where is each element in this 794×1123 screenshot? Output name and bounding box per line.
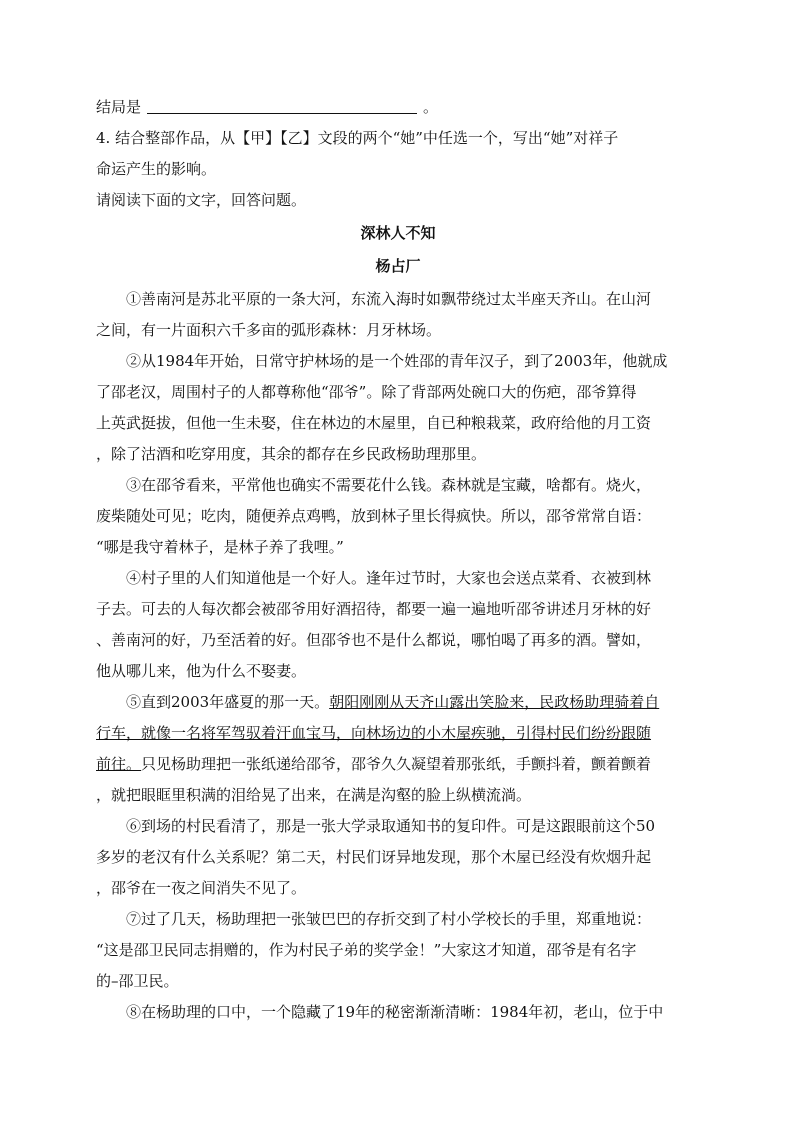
paragraph-2 — [96, 346, 700, 470]
ending-answer-line — [96, 92, 700, 123]
paragraph-line: ⑥到场的村民看清了，那是一张大学录取通知书的复印件。可是这跟眼前这个50 — [126, 817, 656, 835]
paragraph-7 — [96, 904, 700, 997]
paragraph-line: ，除了沽酒和吃穿用度，其余的都存在乡民政杨助理那里。 — [96, 445, 487, 463]
paragraph-line: ②从1984年开始，日常守护林场的是一个姓邵的青年汉子，到了2003年，他就成 — [126, 352, 668, 370]
paragraph-line — [96, 749, 700, 780]
paragraph-4 — [96, 563, 700, 687]
paragraph-line: ③在邵爷看来，平常他也确实不需要花什么钱。森林就是宝藏，啥都有。烧火， — [126, 476, 652, 494]
paragraph-line: 、善南河的好，乃至活着的好。但邵爷也不是什么都说，哪怕喝了再多的酒。譬如， — [96, 631, 652, 649]
paragraph-line: ，邵爷在一夜之间消失不见了。 — [96, 879, 307, 897]
paragraph-line: 之间，有一片面积六千多亩的弧形森林：月牙林场。 — [96, 321, 442, 339]
paragraph-8 — [96, 997, 700, 1028]
paragraph-line: ⑧在杨助理的口中，一个隐藏了19年的秘密渐渐清晰：1984年初，老山，位于中 — [126, 1003, 664, 1021]
article-author: 杨占厂 — [375, 257, 421, 275]
paragraph-6 — [96, 811, 700, 904]
paragraph-line: ①善南河是苏北平原的一条大河，东流入海时如飘带绕过太半座天齐山。在山河 — [126, 290, 652, 308]
paragraph-1 — [96, 284, 700, 346]
paragraph-5-lead: ⑤直到2003年盛夏的那一天。 — [126, 693, 330, 711]
paragraph-line: 子去。可去的人每次都会被邵爷用好酒招待，都要一遍一遍地听邵爷讲述月牙林的好 — [96, 600, 652, 618]
paragraph-line — [96, 718, 700, 749]
question-4-continued: 命运产生的影响。 — [96, 160, 217, 178]
underlined-passage: 朝阳刚刚从天齐山露出笑脸来，民政杨助理骑着自 — [329, 693, 660, 711]
ending-label: 结局是 — [96, 98, 142, 116]
paragraph-line: 废柴随处可见；吃肉，随便养点鸡鸭，放到林子里长得疯快。所以，邵爷常常自语： — [96, 507, 652, 525]
paragraph-5 — [96, 687, 700, 811]
reading-prompt: 请阅读下面的文字，回答问题。 — [96, 191, 307, 209]
paragraph-line: ④村子里的人们知道他是一个好人。逢年过节时，大家也会送点菜肴、衣被到林 — [126, 569, 652, 587]
paragraph-line: 了邵老汉，周围村子的人都尊称他“邵爷”。除了背部两处碗口大的伤疤，邵爷算得 — [96, 383, 637, 401]
answer-blank[interactable] — [147, 95, 417, 114]
underlined-passage: 前往。 — [96, 755, 142, 773]
paragraph-line: ⑦过了几天，杨助理把一张皱巴巴的存折交到了村小学校长的手里，郑重地说： — [126, 910, 652, 928]
question-4: 4. 结合整部作品，从【甲】【乙】文段的两个“她”中任选一个，写出“她”对祥子 — [96, 129, 619, 147]
paragraph-line: 上英武挺拔，但他一生未娶，住在林边的木屋里，自已种粮栽菜，政府给他的月工资 — [96, 414, 652, 432]
paragraph-3 — [96, 470, 700, 563]
paragraph-5-rest: 只见杨助理把一张纸递给邵爷，邵爷久久凝望着那张纸，手颤抖着，颤着颤着 — [141, 755, 652, 773]
document-page — [96, 92, 700, 1028]
ending-suffix: 。 — [423, 98, 439, 116]
paragraph-line: 多岁的老汉有什么关系呢？第二天，村民们讶异地发现，那个木屋已经没有炊烟升起 — [96, 848, 652, 866]
paragraph-line: ，就把眼眶里积满的泪给晃了出来，在满是沟壑的脸上纵横流淌。 — [96, 786, 532, 804]
article-title: 深林人不知 — [360, 224, 436, 242]
paragraph-line: “这是邵卫民同志捐赠的，作为村民子弟的奖学金！”大家这才知道，邵爷是有名字 — [96, 941, 637, 959]
underlined-passage: 行车，就像一名将军驾驭着汗血宝马，向林场边的小木屋疾驰，引得村民们纷纷跟随 — [96, 724, 652, 742]
paragraph-line: 他从哪儿来，他为什么不娶妻。 — [96, 662, 307, 680]
paragraph-line: “哪是我守着林子，是林子养了我哩。” — [96, 538, 344, 556]
paragraph-line: 的–邵卫民。 — [96, 972, 179, 990]
paragraph-line — [96, 687, 700, 718]
